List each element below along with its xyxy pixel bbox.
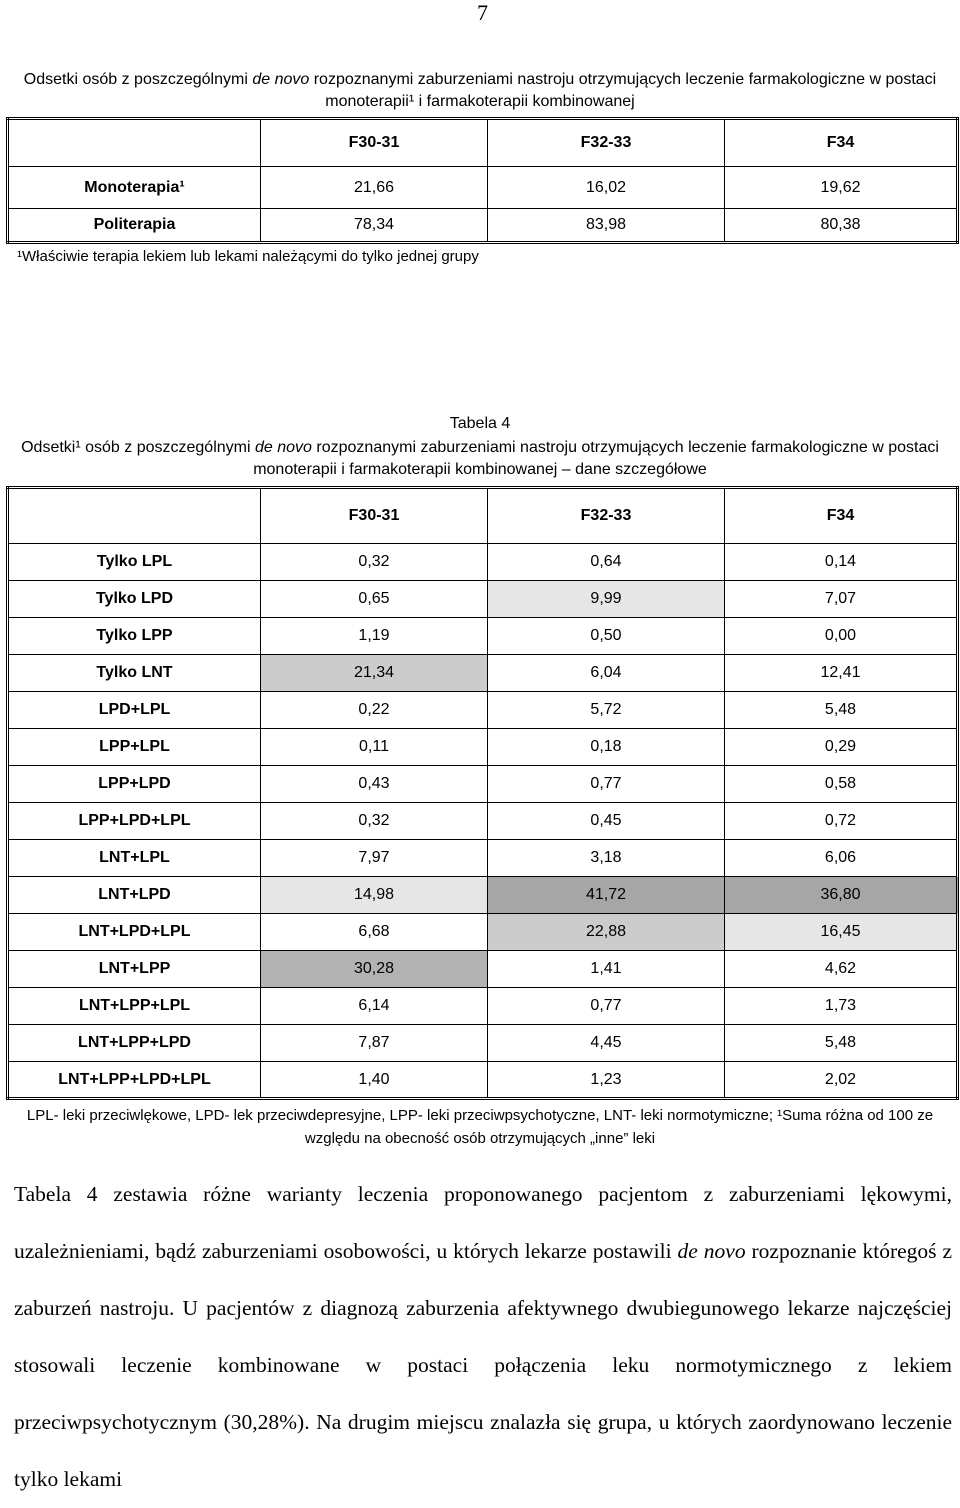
- table-cell: 0,43: [261, 766, 488, 803]
- table-cell: 14,98: [261, 877, 488, 914]
- table-cell: 4,45: [488, 1025, 725, 1062]
- table-row: [8, 692, 958, 729]
- table4-header-f34: F34: [725, 488, 958, 544]
- body-text-end: rozpoznanie któregoś z zaburzeń nastroju. U pacjentów z diagnozą zaburzenia afektywnego dwubiegunowego lekarze najczęściej stosowali leczenie kombinowane w postaci połączenia leku normotymicznego z lekiem przeciwpsychotycznym (30,28%). Na drugim miejscu znalazła się grupa, u których zaordynowano leczenie tylko lekami: [14, 1239, 953, 1491]
- row-label: LNT+LPP+LPD+LPL: [8, 1062, 261, 1099]
- table-cell: 5,72: [488, 692, 725, 729]
- table4: [6, 486, 959, 1100]
- row-label: LNT+LPD+LPL: [8, 914, 261, 951]
- table-cell: 6,04: [488, 655, 725, 692]
- table-cell: 21,66: [261, 167, 488, 209]
- body-paragraph: [14, 1166, 952, 1508]
- table-cell: 36,80: [725, 877, 958, 914]
- body-text-italic: de novo: [677, 1239, 746, 1263]
- row-label: Tylko LPL: [8, 544, 261, 581]
- row-label: LNT+LPP+LPL: [8, 988, 261, 1025]
- table-cell: 6,14: [261, 988, 488, 1025]
- table-cell: 1,40: [261, 1062, 488, 1099]
- table-cell: 0,14: [725, 544, 958, 581]
- table-cell: 2,02: [725, 1062, 958, 1099]
- table3-caption: [10, 69, 950, 113]
- table4-caption-start: Odsetki¹ osób z poszczególnymi: [21, 439, 251, 456]
- table4-legend: LPL- leki przeciwlękowe, LPD- lek przeciwdepresyjne, LPP- leki przeciwpsychotyczne, LNT- leki normotymiczne; ¹Suma różna od 100 ze względu na obecność osób otrzymujących „inne” leki: [26, 1107, 934, 1147]
- table-cell: 0,65: [261, 581, 488, 618]
- table-row: [8, 1062, 958, 1099]
- table4-caption-italic: de novo: [255, 439, 312, 456]
- row-label: LPP+LPL: [8, 729, 261, 766]
- table-row: [8, 1025, 958, 1062]
- table-row: [8, 803, 958, 840]
- table-cell: 12,41: [725, 655, 958, 692]
- table4-caption: [10, 437, 950, 481]
- table-cell: 1,73: [725, 988, 958, 1025]
- table-cell: 22,88: [488, 914, 725, 951]
- table-cell: 30,28: [261, 951, 488, 988]
- table-cell: 6,68: [261, 914, 488, 951]
- table-cell: 3,18: [488, 840, 725, 877]
- table-cell: 21,34: [261, 655, 488, 692]
- table-cell: 0,32: [261, 544, 488, 581]
- table3-footnote: ¹Właściwie terapia lekiem lub lekami należącymi do tylko jednej grupy: [17, 248, 479, 265]
- table3-header-row: [8, 119, 958, 167]
- body-text-start: Tabela 4 zestawia różne warianty leczenia proponowanego pacjentom z zaburzeniami lękowymi, uzależnieniami, bądź zaburzeniami osobowości, u których lekarze postawili: [14, 1182, 952, 1263]
- table4-header-f30-31: F30-31: [261, 488, 488, 544]
- table-cell: 7,97: [261, 840, 488, 877]
- table-cell: 7,07: [725, 581, 958, 618]
- table-cell: 80,38: [725, 209, 958, 243]
- table-row: [8, 877, 958, 914]
- table-cell: 0,29: [725, 729, 958, 766]
- table-cell: 83,98: [488, 209, 725, 243]
- table3-header-f30-31: F30-31: [261, 119, 488, 167]
- row-label: LPP+LPD: [8, 766, 261, 803]
- table-row: [8, 951, 958, 988]
- table4-header-f32-33: F32-33: [488, 488, 725, 544]
- table3-caption-start: Odsetki osób z poszczególnymi: [23, 71, 248, 88]
- table-row: [8, 840, 958, 877]
- table3-caption-end: rozpoznanymi zaburzeniami nastroju otrzymujących leczenie farmakologiczne w postaci monoterapii¹ i farmakoterapii kombinowanej: [313, 71, 937, 110]
- table-cell: 41,72: [488, 877, 725, 914]
- table-row: [8, 167, 958, 209]
- row-label: Tylko LPD: [8, 581, 261, 618]
- table3: [6, 117, 959, 244]
- row-label: Politerapia: [8, 209, 261, 243]
- row-label: Monoterapia¹: [8, 167, 261, 209]
- table-cell: 5,48: [725, 1025, 958, 1062]
- table-cell: 0,11: [261, 729, 488, 766]
- table-cell: 19,62: [725, 167, 958, 209]
- table3-header-empty: [8, 119, 261, 167]
- table-cell: 0,50: [488, 618, 725, 655]
- table-cell: 78,34: [261, 209, 488, 243]
- table-row: [8, 988, 958, 1025]
- table-cell: 0,64: [488, 544, 725, 581]
- table-cell: 0,32: [261, 803, 488, 840]
- table-row: [8, 544, 958, 581]
- table-cell: 16,45: [725, 914, 958, 951]
- table-cell: 5,48: [725, 692, 958, 729]
- table-row: [8, 209, 958, 243]
- table4-title: Tabela 4: [449, 415, 511, 432]
- table-cell: 0,18: [488, 729, 725, 766]
- table-cell: 16,02: [488, 167, 725, 209]
- table-cell: 0,00: [725, 618, 958, 655]
- table-cell: 6,06: [725, 840, 958, 877]
- table3-header-f34: F34: [725, 119, 958, 167]
- table-cell: 1,41: [488, 951, 725, 988]
- row-label: Tylko LPP: [8, 618, 261, 655]
- row-label: LNT+LPL: [8, 840, 261, 877]
- table-row: [8, 655, 958, 692]
- table-cell: 0,45: [488, 803, 725, 840]
- page-number: 7: [477, 0, 488, 25]
- row-label: Tylko LNT: [8, 655, 261, 692]
- table-row: [8, 618, 958, 655]
- table-cell: 7,87: [261, 1025, 488, 1062]
- row-label: LPP+LPD+LPL: [8, 803, 261, 840]
- table-row: [8, 766, 958, 803]
- table-cell: 9,99: [488, 581, 725, 618]
- table3-caption-italic: de novo: [252, 71, 310, 88]
- table-cell: 1,19: [261, 618, 488, 655]
- table4-caption-end: rozpoznanymi zaburzeniami nastroju otrzymujących leczenie farmakologiczne w postaci monoterapii i farmakoterapii kombinowanej – dane szczegółowe: [253, 439, 939, 478]
- table-cell: 0,58: [725, 766, 958, 803]
- row-label: LPD+LPL: [8, 692, 261, 729]
- table3-header-f32-33: F32-33: [488, 119, 725, 167]
- table-cell: 0,77: [488, 766, 725, 803]
- table-cell: 4,62: [725, 951, 958, 988]
- table-cell: 0,77: [488, 988, 725, 1025]
- table-cell: 0,72: [725, 803, 958, 840]
- table-cell: 0,22: [261, 692, 488, 729]
- row-label: LNT+LPD: [8, 877, 261, 914]
- table-row: [8, 914, 958, 951]
- row-label: LNT+LPP: [8, 951, 261, 988]
- table-cell: 1,23: [488, 1062, 725, 1099]
- table-row: [8, 581, 958, 618]
- table4-header-row: [8, 488, 958, 544]
- table-row: [8, 729, 958, 766]
- row-label: LNT+LPP+LPD: [8, 1025, 261, 1062]
- table4-header-empty: [8, 488, 261, 544]
